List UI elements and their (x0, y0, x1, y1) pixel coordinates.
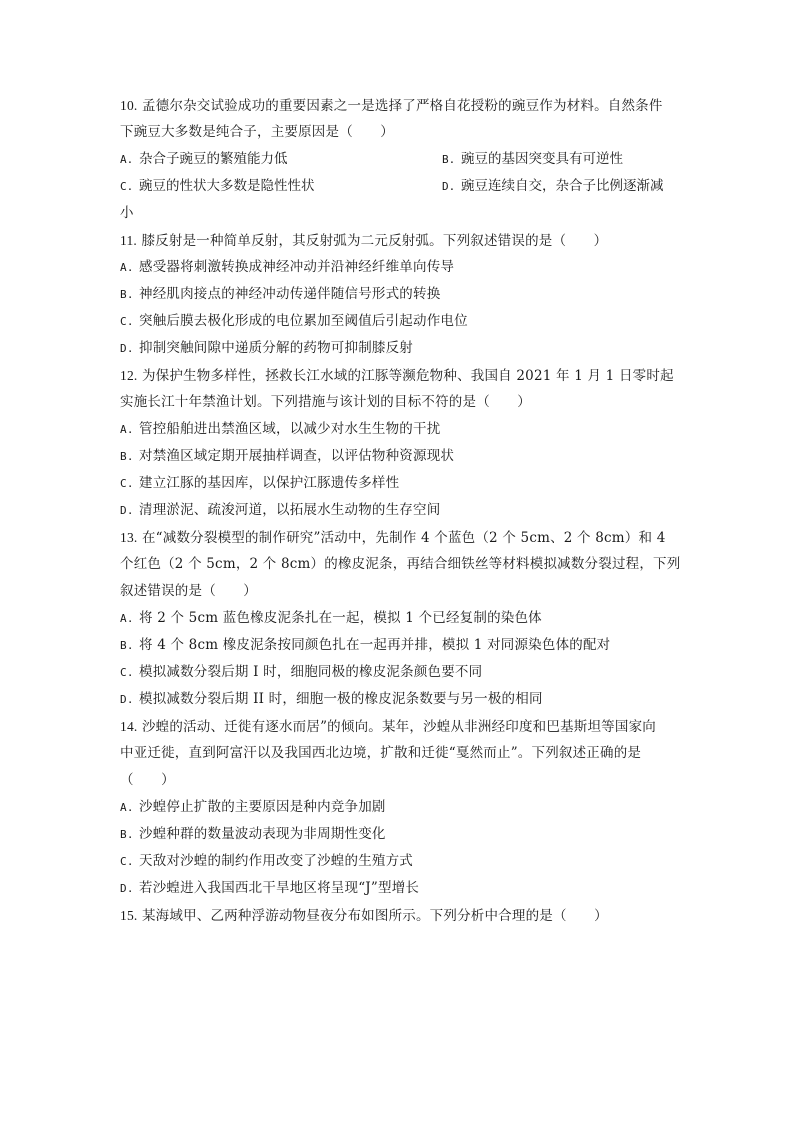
question-stem-line (120, 362, 680, 389)
option-letter: D. (442, 180, 456, 193)
option-text: 对禁渔区域定期开展抽样调查，以评估物种资源现状 (139, 448, 455, 464)
option-d-wrap (120, 200, 680, 227)
option-text: 模拟减数分裂后期 I 时，细胞同极的橡皮泥条颜色要不同 (139, 664, 483, 680)
option-text: 沙蝗种群的数量波动表现为非周期性变化 (139, 826, 386, 842)
stem-text: 在“减数分裂模型的制作研究”活动中，先制作 4 个蓝色（2 个 5cm、2 个 8cm）和 4 (141, 530, 666, 546)
option-d[interactable] (120, 686, 680, 713)
option-letter: C. (120, 477, 134, 490)
wrap-text: 小 (120, 205, 134, 221)
option-letter: C. (120, 315, 134, 328)
option-text: 模拟减数分裂后期 II 时，细胞一极的橡皮泥条数要与另一极的相同 (139, 691, 543, 707)
stem-text: 膝反射是一种简单反射，其反射弧为二元反射弧。下列叙述错误的是（ ） (141, 233, 608, 249)
question-11 (120, 227, 680, 362)
option-text: 神经肌肉接点的神经冲动传递伴随信号形式的转换 (139, 286, 441, 302)
option-b[interactable] (120, 821, 680, 848)
option-letter: B. (120, 828, 134, 841)
option-c[interactable] (120, 173, 442, 200)
option-a[interactable] (120, 416, 680, 443)
question-number: 11. (120, 233, 137, 248)
option-letter: C. (120, 666, 134, 679)
question-stem-line (120, 389, 680, 416)
option-letter: B. (120, 288, 134, 301)
stem-text: 实施长江十年禁渔计划。下列措施与该计划的目标不符的是（ ） (120, 394, 531, 410)
option-a[interactable] (120, 254, 680, 281)
question-stem-line (120, 713, 680, 740)
option-text: 将 2 个 5cm 蓝色橡皮泥条扎在一起，模拟 1 个已经复制的染色体 (139, 610, 542, 626)
option-letter: A. (120, 801, 134, 814)
option-b[interactable] (442, 146, 623, 173)
question-15 (120, 902, 680, 929)
option-text: 清理淤泥、疏浚河道，以拓展水生动物的生存空间 (139, 502, 441, 518)
option-letter: D. (120, 342, 134, 355)
option-text: 豌豆的基因突变具有可逆性 (461, 151, 623, 167)
question-stem-line (120, 767, 680, 794)
question-stem-line (120, 119, 680, 146)
stem-text: 个红色（2 个 5cm，2 个 8cm）的橡皮泥条，再结合细铁丝等材料模拟减数分裂过程，下列 (120, 556, 681, 572)
stem-text: 孟德尔杂交试验成功的重要因素之一是选择了严格自花授粉的豌豆作为材料。自然条件 (141, 98, 663, 114)
option-d[interactable] (120, 497, 680, 524)
question-stem-line (120, 227, 680, 254)
option-text: 若沙蝗进入我国西北干旱地区将呈现“J”型增长 (139, 880, 420, 896)
question-number: 10. (120, 98, 138, 113)
option-text: 管控船舶进出禁渔区域，以减少对水生生物的干扰 (139, 421, 441, 437)
option-c[interactable] (120, 848, 680, 875)
option-letter: B. (120, 450, 134, 463)
option-text: 天敌对沙蝗的制约作用改变了沙蝗的生殖方式 (139, 853, 413, 869)
option-a[interactable] (120, 794, 680, 821)
option-d[interactable] (442, 173, 664, 200)
option-c[interactable] (120, 470, 680, 497)
option-letter: D. (120, 504, 134, 517)
stem-text: 中亚迁徙，直到阿富汗以及我国西北边境，扩散和迁徙“戛然而止”。下列叙述正确的是 (120, 745, 642, 761)
option-letter: C. (120, 855, 134, 868)
question-stem-line (120, 902, 680, 929)
option-letter: A. (120, 261, 134, 274)
option-a[interactable] (120, 605, 680, 632)
question-number: 13. (120, 530, 138, 545)
option-row (120, 173, 680, 200)
option-d[interactable] (120, 335, 680, 362)
exam-page (120, 92, 680, 929)
option-letter: D. (120, 882, 134, 895)
option-text: 沙蝗停止扩散的主要原因是种内竞争加剧 (139, 799, 386, 815)
option-text: 杂合子豌豆的繁殖能力低 (139, 151, 288, 167)
option-c[interactable] (120, 659, 680, 686)
stem-text: 下豌豆大多数是纯合子，主要原因是（ ） (120, 124, 394, 140)
option-text: 豌豆的性状大多数是隐性性状 (139, 178, 315, 194)
option-text: 突触后膜去极化形成的电位累加至阈值后引起动作电位 (139, 313, 468, 329)
question-stem-line (120, 551, 680, 578)
option-letter: A. (120, 423, 134, 436)
option-a[interactable] (120, 146, 442, 173)
option-text: 感受器将刺激转换成神经冲动并沿神经纤维单向传导 (139, 259, 455, 275)
option-b[interactable] (120, 632, 680, 659)
option-d[interactable] (120, 875, 680, 902)
stem-text: 某海域甲、乙两种浮游动物昼夜分布如图所示。下列分析中合理的是（ ） (141, 908, 608, 924)
stem-text: 为保护生物多样性，拯救长江水域的江豚等濒危物种、我国自 2021 年 1 月 1 日零时起 (141, 368, 674, 384)
option-b[interactable] (120, 281, 680, 308)
option-letter: A. (120, 612, 134, 625)
question-10 (120, 92, 680, 227)
question-stem-line (120, 740, 680, 767)
question-stem-line (120, 92, 680, 119)
question-number: 14. (120, 719, 138, 734)
option-row (120, 146, 680, 173)
option-text: 建立江豚的基因库，以保护江豚遗传多样性 (139, 475, 400, 491)
question-stem-line (120, 524, 680, 551)
option-letter: B. (442, 153, 456, 166)
option-text: 抑制突触间隙中递质分解的药物可抑制膝反射 (139, 340, 413, 356)
option-letter: D. (120, 693, 134, 706)
option-c[interactable] (120, 308, 680, 335)
option-letter: C. (120, 180, 134, 193)
stem-text: 沙蝗的活动、迁徙有逐水而居”的倾向。某年，沙蝗从非洲经印度和巴基斯坦等国家向 (141, 719, 656, 735)
question-number: 15. (120, 908, 138, 923)
option-letter: B. (120, 639, 134, 652)
option-text: 将 4 个 8cm 橡皮泥条按同颜色扎在一起再并排，模拟 1 对同源染色体的配对 (139, 637, 611, 653)
question-stem-line (120, 578, 680, 605)
option-text: 豌豆连续自交，杂合子比例逐渐减 (461, 178, 664, 194)
stem-text: （ ） (120, 772, 175, 788)
option-letter: A. (120, 153, 134, 166)
question-12 (120, 362, 680, 524)
question-14 (120, 713, 680, 902)
stem-text: 叙述错误的是（ ） (120, 583, 257, 599)
option-b[interactable] (120, 443, 680, 470)
question-number: 12. (120, 368, 138, 383)
question-13 (120, 524, 680, 713)
